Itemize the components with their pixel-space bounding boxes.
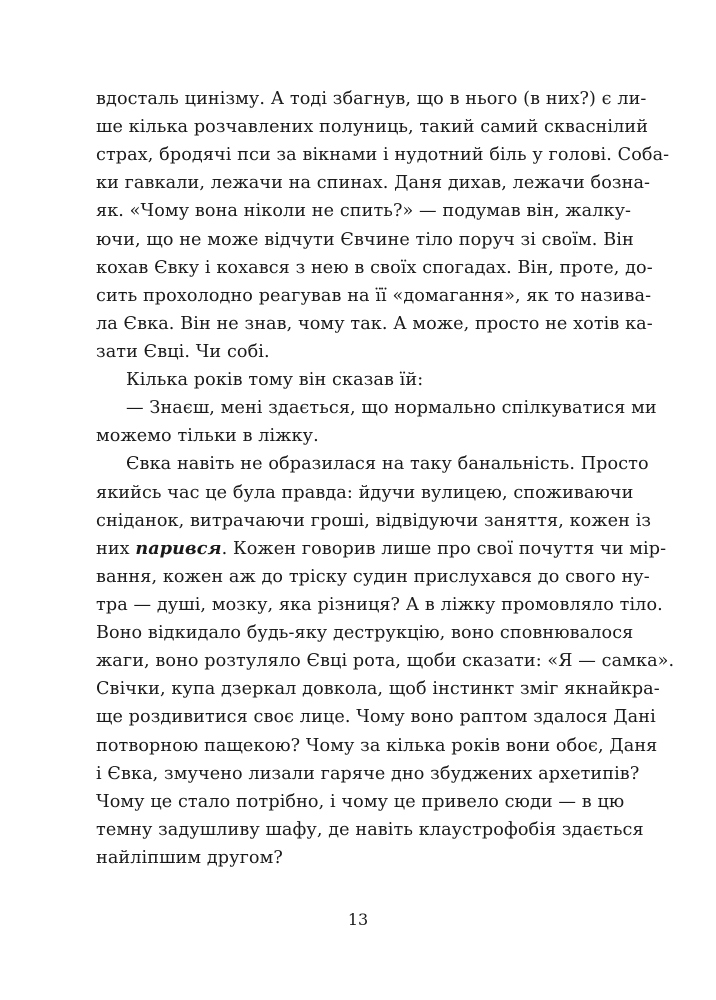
text-line: найліпшим другом? xyxy=(96,848,283,868)
page-number: 13 xyxy=(347,910,369,929)
text-line: як. «Чому вона ніколи не спить?» — подумав він, жалку- xyxy=(96,201,632,221)
text-line: сить прохолодно реагував на її «домагання», як то назива- xyxy=(96,286,652,306)
text-line: Кілька років тому він сказав їй: xyxy=(126,370,424,390)
text-line: і Євка, змучено лизали гаряче дно збуджених архетипів? xyxy=(96,764,640,784)
text-line: Чому це стало потрібно, і чому це привело сюди — в цю xyxy=(96,792,625,812)
text-line: зати Євці. Чи собі. xyxy=(96,342,270,362)
text-fragment: . Кожен говорив лише про свої почуття чи мір- xyxy=(221,539,667,559)
dialogue-line: — Знаєш, мені здається, що нормально спілкуватися ми xyxy=(126,398,657,418)
text-line: можемо тільки в ліжку. xyxy=(96,426,319,446)
text-line: вдосталь цинізму. А тоді збагнув, що в нього (в них?) є ли- xyxy=(96,89,647,109)
text-line: ючи, що не може відчути Євчине тіло поруч зі своїм. Він xyxy=(96,230,634,250)
text-line-with-emphasis xyxy=(96,535,667,563)
text-line: Євка навіть не образилася на таку банальність. Просто xyxy=(126,454,649,474)
text-line: Свічки, купа дзеркал довкола, щоб інстинкт зміг якнайкра- xyxy=(96,679,660,699)
text-line: темну задушливу шафу, де навіть клаустрофобія здається xyxy=(96,820,644,840)
text-line: потворною пащекою? Чому за кілька років вони обоє, Даня xyxy=(96,736,658,756)
text-line: жаги, воно розтуляло Євці рота, щоби сказати: «Я — самка». xyxy=(96,651,675,671)
emphasized-word: парився xyxy=(135,538,222,559)
text-line: ки гавкали, лежачи на спинах. Даня дихав, лежачи бозна- xyxy=(96,173,651,193)
text-line: ла Євка. Він не знав, чому так. А може, просто не хотів ка- xyxy=(96,314,653,334)
text-line: ще роздивитися своє лице. Чому воно раптом здалося Дані xyxy=(96,707,656,727)
text-line: тра — душі, мозку, яка різниця? А в ліжку промовляло тіло. xyxy=(96,595,663,615)
text-line: вання, кожен аж до тріску судин прислухався до свого ну- xyxy=(96,567,650,587)
text-line: сніданок, витрачаючи гроші, відвідуючи заняття, кожен із xyxy=(96,511,652,531)
text-line: якийсь час це була правда: йдучи вулицею, споживаючи xyxy=(96,483,634,503)
text-line: страх, бродячі пси за вікнами і нудотний біль у голові. Соба- xyxy=(96,145,670,165)
text-line: кохав Євку і кохався з нею в своїх спогадах. Він, проте, до- xyxy=(96,258,653,278)
text-fragment: них xyxy=(96,539,136,559)
text-line: ше кілька розчавлених полуниць, такий самий скваснілий xyxy=(96,117,649,137)
text-line: Воно відкидало будь-яку деструкцію, воно сповнювалося xyxy=(96,623,634,643)
